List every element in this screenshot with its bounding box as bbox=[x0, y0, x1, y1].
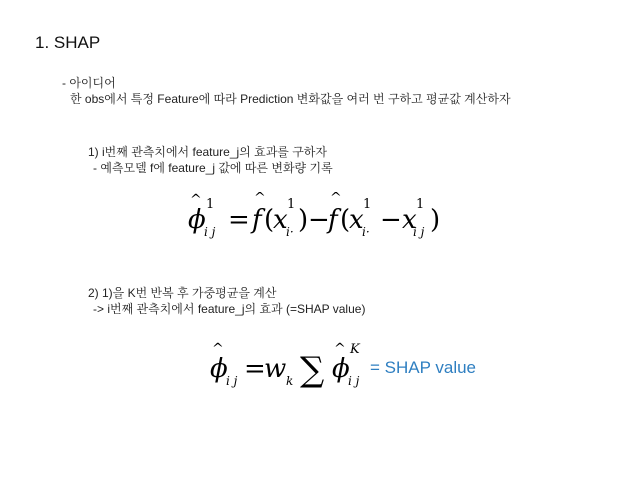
svg-text:−: − bbox=[308, 205, 330, 235]
svg-text:1: 1 bbox=[287, 197, 296, 212]
svg-text:i j: i j bbox=[204, 225, 216, 239]
svg-text:^: ^ bbox=[254, 192, 266, 206]
svg-text:x: x bbox=[273, 205, 288, 235]
slide-title: 1. SHAP bbox=[35, 33, 101, 52]
idea-text: 한 obs에서 특정 Feature에 따라 Prediction 변화값을 여러 번 구하고 평균값 계산하자 bbox=[70, 92, 511, 106]
svg-text:(: ( bbox=[264, 205, 275, 235]
svg-text:ϕ: ϕ bbox=[332, 354, 350, 384]
svg-text:−: − bbox=[380, 205, 402, 235]
svg-text:i j: i j bbox=[226, 374, 238, 388]
svg-text:=: = bbox=[244, 354, 266, 384]
svg-text:w: w bbox=[264, 354, 287, 384]
svg-text:^: ^ bbox=[190, 192, 202, 208]
svg-text:k: k bbox=[286, 374, 294, 388]
svg-text:1: 1 bbox=[416, 197, 425, 212]
svg-text:x: x bbox=[402, 205, 417, 235]
svg-text:i j: i j bbox=[413, 225, 425, 239]
svg-text:K: K bbox=[350, 342, 360, 357]
svg-text:1: 1 bbox=[363, 197, 372, 212]
svg-text:ϕ: ϕ bbox=[188, 205, 206, 235]
svg-text:): ) bbox=[430, 205, 441, 235]
svg-text:): ) bbox=[298, 205, 309, 235]
svg-text:i j: i j bbox=[348, 374, 360, 388]
svg-text:i·: i· bbox=[362, 225, 370, 239]
svg-text:x: x bbox=[349, 205, 364, 235]
svg-text:1: 1 bbox=[206, 197, 215, 212]
step1-description: - 예측모델 f에 feature_j 값에 따른 변화량 기록 bbox=[93, 161, 333, 175]
step2-title: 2) 1)을 K번 반복 후 가중평균을 계산 bbox=[88, 286, 277, 300]
svg-text:=: = bbox=[228, 205, 250, 235]
formula-phi-single-iteration bbox=[180, 192, 460, 242]
svg-text:f: f bbox=[252, 205, 262, 235]
idea-label: - 아이디어 bbox=[62, 76, 116, 90]
svg-text:ϕ: ϕ bbox=[210, 354, 228, 384]
svg-text:^: ^ bbox=[330, 192, 342, 206]
shap-value-label: = SHAP value bbox=[370, 358, 477, 377]
svg-text:^: ^ bbox=[212, 341, 224, 357]
step2-description: -> i번째 관측치에서 feature_j의 효과 (=SHAP value) bbox=[93, 302, 366, 316]
svg-text:^: ^ bbox=[334, 341, 346, 357]
svg-text:∑: ∑ bbox=[300, 350, 325, 390]
step1-title: 1) i번째 관측치에서 feature_j의 효과를 구하자 bbox=[88, 145, 327, 159]
svg-text:(: ( bbox=[340, 205, 351, 235]
svg-text:i·: i· bbox=[286, 225, 294, 239]
svg-text:f: f bbox=[328, 205, 338, 235]
